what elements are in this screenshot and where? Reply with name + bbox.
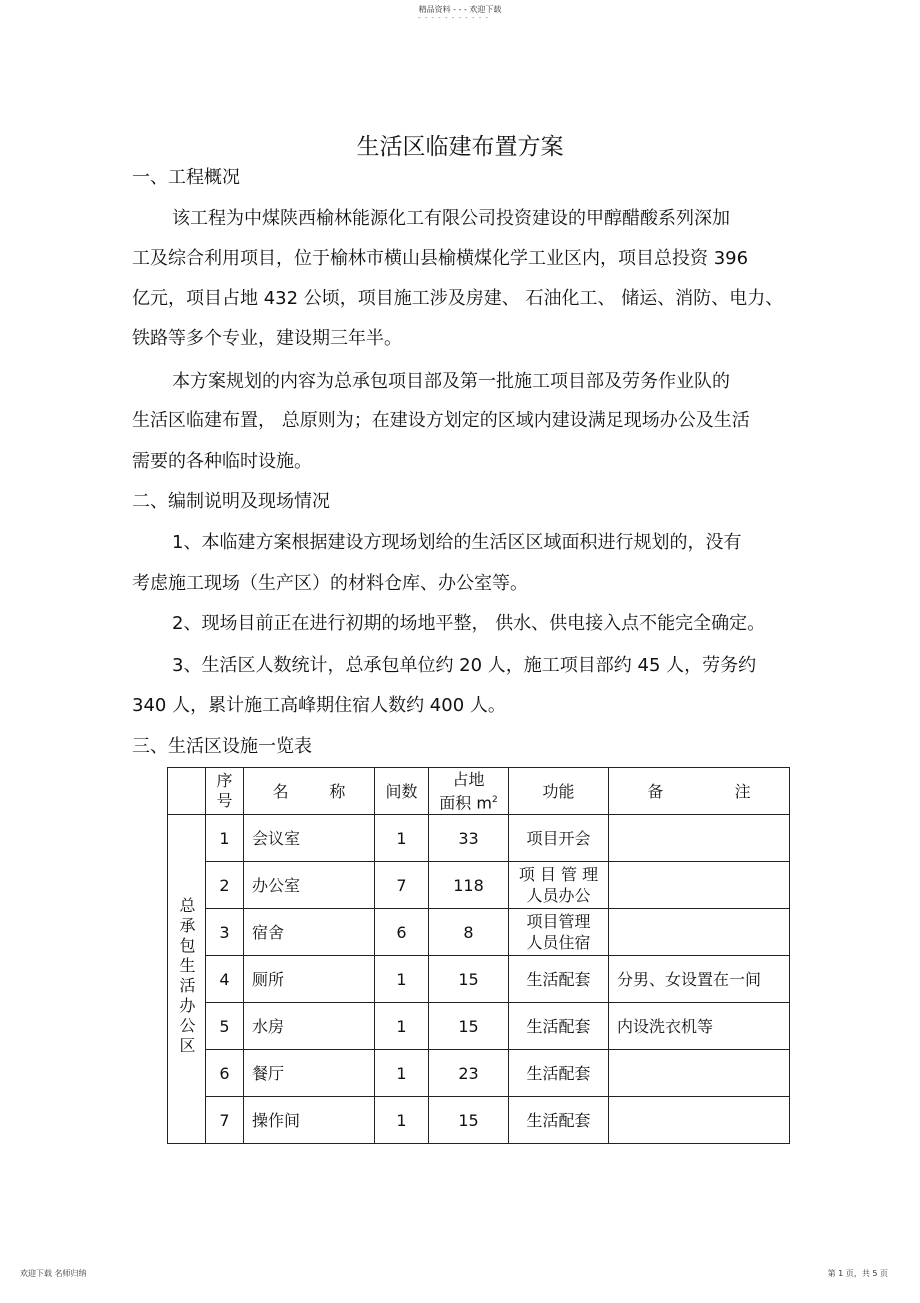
row-function: 项 目 管 理 人员办公: [509, 862, 609, 909]
row-seq: 5: [206, 1003, 244, 1050]
page-number: 第 1 页，共 5 页: [827, 1269, 888, 1278]
row-count: 6: [375, 909, 429, 956]
row-count: 7: [375, 862, 429, 909]
paragraph-line: 工及综合利用项目，位于榆林市横山县榆横煤化学工业区内，项目总投资 396: [132, 248, 749, 269]
table-row: [168, 1097, 790, 1144]
section-heading-notes: 二、编制说明及现场情况: [132, 491, 330, 512]
row-note: [609, 909, 790, 956]
row-seq: 2: [206, 862, 244, 909]
row-area: 8: [429, 909, 509, 956]
row-function: 生活配套: [509, 956, 609, 1003]
row-name: 餐厅: [244, 1050, 375, 1097]
row-note: [609, 1097, 790, 1144]
row-function: 生活配套: [509, 1097, 609, 1144]
row-count: 1: [375, 1097, 429, 1144]
group-header-cell: [168, 768, 206, 815]
paragraph-line: 铁路等多个专业，建设期三年半。: [132, 328, 402, 349]
name-header: 名 称: [244, 768, 375, 815]
row-function: 生活配套: [509, 1003, 609, 1050]
table-row: [168, 1003, 790, 1050]
header-dots: - - - - - - - - - - -: [418, 14, 490, 22]
paragraph-line: 考虑施工现场（生产区）的材料仓库、办公室等。: [132, 573, 528, 594]
paragraph-line: 该工程为中煤陕西榆林能源化工有限公司投资建设的甲醇醋酸系列深加: [172, 208, 730, 229]
row-note: [609, 862, 790, 909]
row-count: 1: [375, 956, 429, 1003]
row-area: 23: [429, 1050, 509, 1097]
paragraph-line: 340 人，累计施工高峰期住宿人数约 400 人。: [132, 695, 506, 716]
row-name: 宿舍: [244, 909, 375, 956]
paragraph-line: 3、生活区人数统计，总承包单位约 20 人，施工项目部约 45 人，劳务约: [172, 655, 757, 676]
row-seq: 6: [206, 1050, 244, 1097]
row-area: 15: [429, 1097, 509, 1144]
section-heading-overview: 一、工程概况: [132, 167, 240, 188]
paragraph-line: 生活区临建布置， 总原则为；在建设方划定的区域内建设满足现场办公及生活: [132, 410, 750, 431]
document-title: 生活区临建布置方案: [356, 134, 564, 160]
row-name: 办公室: [244, 862, 375, 909]
row-function: 项目开会: [509, 815, 609, 862]
facilities-table: [167, 767, 790, 1144]
row-name: 水房: [244, 1003, 375, 1050]
note-header: 备 注: [609, 768, 790, 815]
seq-header: 序号: [206, 768, 244, 815]
row-note: [609, 1050, 790, 1097]
row-function: 生活配套: [509, 1050, 609, 1097]
row-seq: 7: [206, 1097, 244, 1144]
row-area: 33: [429, 815, 509, 862]
row-count: 1: [375, 1003, 429, 1050]
row-note: [609, 815, 790, 862]
group-label-cell: 总承包生活办公区: [168, 815, 206, 1144]
table-header-row: [168, 768, 790, 815]
table-row: [168, 1050, 790, 1097]
area-header: 占地 面积 $m^2$: [429, 768, 509, 815]
footer-left: 欢迎下载 名师归纳: [20, 1269, 87, 1278]
row-area: 118: [429, 862, 509, 909]
row-note: 内设洗衣机等: [609, 1003, 790, 1050]
row-name: 操作间: [244, 1097, 375, 1144]
function-header: 功能: [509, 768, 609, 815]
row-count: 1: [375, 1050, 429, 1097]
table-row: [168, 909, 790, 956]
table-row: [168, 815, 790, 862]
row-name: 厕所: [244, 956, 375, 1003]
row-function: 项目管理 人员住宿: [509, 909, 609, 956]
paragraph-line: 1、本临建方案根据建设方现场划给的生活区区域面积进行规划的，没有: [172, 532, 742, 553]
row-note: 分男、女设置在一间: [609, 956, 790, 1003]
table-row: [168, 862, 790, 909]
row-count: 1: [375, 815, 429, 862]
row-seq: 3: [206, 909, 244, 956]
row-area: 15: [429, 956, 509, 1003]
row-seq: 4: [206, 956, 244, 1003]
page-header: 精品资料 - - - 欢迎下载: [418, 5, 502, 14]
count-header: 间数: [375, 768, 429, 815]
row-area: 15: [429, 1003, 509, 1050]
row-name: 会议室: [244, 815, 375, 862]
paragraph-line: 2、现场目前正在进行初期的场地平整， 供水、供电接入点不能完全确定。: [172, 613, 766, 634]
paragraph-line: 需要的各种临时设施。: [132, 451, 312, 472]
table-row: [168, 956, 790, 1003]
section-heading-table: 三、生活区设施一览表: [132, 736, 312, 757]
paragraph-line: 本方案规划的内容为总承包项目部及第一批施工项目部及劳务作业队的: [172, 371, 730, 392]
row-seq: 1: [206, 815, 244, 862]
paragraph-line: 亿元，项目占地 432 公顷，项目施工涉及房建、 石油化工、 储运、消防、电力、: [132, 288, 784, 309]
